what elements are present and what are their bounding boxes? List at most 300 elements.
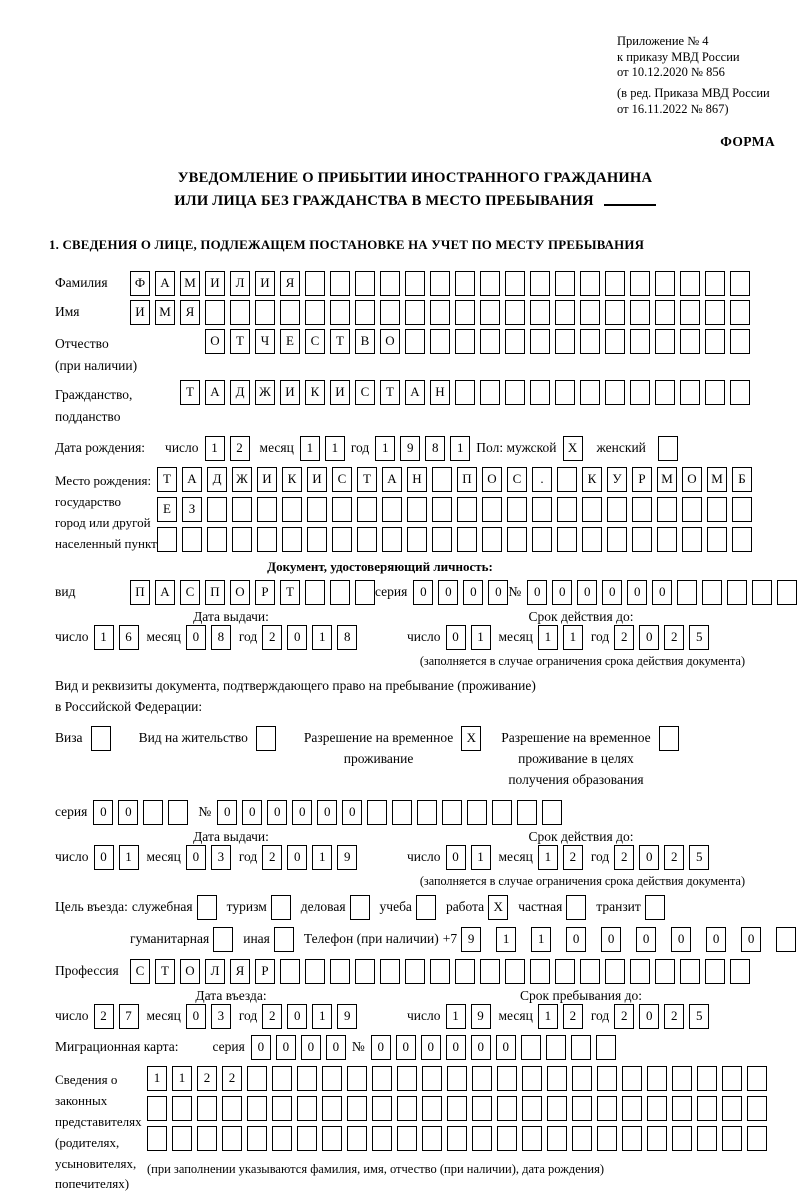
char-cell: 0 (413, 580, 433, 605)
char-cell: 0 (446, 625, 466, 650)
char-cell: 0 (652, 580, 672, 605)
char-cell (730, 959, 750, 984)
char-cell: 2 (664, 1004, 684, 1029)
char-cell (157, 527, 177, 552)
citizenship-label-line1: Гражданство, (55, 387, 133, 403)
char-cell (357, 497, 377, 522)
char-cell: Т (330, 329, 350, 354)
month-label: месяц (146, 849, 181, 865)
char-cell (307, 527, 327, 552)
char-cell (257, 497, 277, 522)
char-cell (397, 1066, 417, 1091)
temporary-residence-education-label (501, 726, 650, 791)
char-cell: 2 (230, 436, 250, 461)
char-cell (372, 1126, 392, 1151)
day-label: число (407, 628, 441, 644)
char-cell: 2 (664, 625, 684, 650)
char-cell: Ч (255, 329, 275, 354)
char-cell (372, 1066, 392, 1091)
char-cell (680, 329, 700, 354)
entry-purpose-row (55, 895, 775, 920)
char-cell (372, 1096, 392, 1121)
birth-day-cells (205, 436, 250, 461)
representatives-label-line5: усыновителях, (55, 1155, 137, 1171)
char-cell (680, 300, 700, 325)
char-cell (557, 527, 577, 552)
char-cell: 0 (671, 927, 691, 952)
profession-row (55, 959, 775, 984)
char-cell (322, 1126, 342, 1151)
char-cell: 3 (211, 1004, 231, 1029)
residence-doc-line1: Вид и реквизиты документа, подтверждающего право на пребывание (проживание) (55, 677, 536, 693)
migration-series-cells (251, 1035, 346, 1060)
char-cell (605, 329, 625, 354)
form-word: ФОРМА (720, 134, 775, 150)
char-cell: 1 (471, 845, 491, 870)
char-cell (305, 580, 325, 605)
char-cell (522, 1096, 542, 1121)
char-cell: 0 (602, 580, 622, 605)
char-cell (297, 1066, 317, 1091)
char-cell: И (280, 380, 300, 405)
char-cell (392, 800, 412, 825)
char-cell (530, 329, 550, 354)
char-cell: Ж (232, 467, 252, 492)
representatives-row2-cells (147, 1096, 767, 1121)
char-cell (407, 497, 427, 522)
char-cell: С (130, 959, 150, 984)
char-cell (722, 1066, 742, 1091)
char-cell: 2 (664, 845, 684, 870)
char-cell (647, 1096, 667, 1121)
char-cell: Н (430, 380, 450, 405)
char-cell: 1 (563, 625, 583, 650)
issue-day-cells (94, 845, 139, 870)
char-cell: 2 (222, 1066, 242, 1091)
char-cell (172, 1096, 192, 1121)
issue-year-cells (262, 845, 357, 870)
char-cell (482, 527, 502, 552)
entry-purpose-label: Цель въезда: (55, 899, 128, 915)
month-label: месяц (498, 849, 533, 865)
char-cell: 0 (342, 800, 362, 825)
valid-day-cells (446, 625, 491, 650)
number-label: № (351, 1039, 365, 1055)
char-cell (597, 1126, 617, 1151)
valid-day-cells (446, 845, 491, 870)
char-cell (367, 800, 387, 825)
char-cell (521, 1035, 541, 1060)
identity-doc-heading: Документ, удостоверяющий личность: (267, 558, 493, 574)
char-cell (168, 800, 188, 825)
sex-female-label: женский (596, 440, 646, 456)
char-cell (555, 380, 575, 405)
char-cell (596, 1035, 616, 1060)
order-reference (617, 34, 775, 117)
char-cell (580, 300, 600, 325)
char-cell: 0 (577, 580, 597, 605)
char-cell: 1 (375, 436, 395, 461)
char-cell: К (282, 467, 302, 492)
char-cell (355, 959, 375, 984)
char-cell: С (180, 580, 200, 605)
representatives-label-line2: законных (55, 1093, 108, 1109)
phone-label: Телефон (при наличии) (303, 931, 439, 947)
purpose-private-label: частная (518, 899, 563, 915)
char-cell (705, 380, 725, 405)
char-cell (605, 959, 625, 984)
purpose-commercial-label: деловая (300, 899, 346, 915)
char-cell: С (507, 467, 527, 492)
residence-doc-text (55, 675, 775, 718)
char-cell (232, 497, 252, 522)
education-label-line2: проживание в целях (518, 750, 634, 766)
temporary-residence-label (304, 726, 453, 770)
char-cell: . (532, 467, 552, 492)
char-cell: М (707, 467, 727, 492)
char-cell: 0 (276, 1035, 296, 1060)
char-cell: 0 (287, 1004, 307, 1029)
char-cell: 0 (287, 625, 307, 650)
char-cell (682, 497, 702, 522)
char-cell: 1 (300, 436, 320, 461)
purpose-business-label: служебная (131, 899, 193, 915)
char-cell (330, 271, 350, 296)
char-cell: Е (157, 497, 177, 522)
valid-year-cells (614, 845, 709, 870)
residence-doc-options (55, 726, 775, 791)
char-cell (497, 1096, 517, 1121)
char-cell: 0 (566, 927, 586, 952)
char-cell (697, 1096, 717, 1121)
char-cell: 1 (312, 845, 332, 870)
char-cell: 0 (186, 1004, 206, 1029)
char-cell (705, 271, 725, 296)
char-cell: 0 (93, 800, 113, 825)
char-cell: 0 (438, 580, 458, 605)
char-cell: М (155, 300, 175, 325)
residence-permit-checkbox (256, 726, 276, 751)
until-day-cells (446, 1004, 491, 1029)
birthplace-label-line2: государство (55, 494, 121, 510)
char-cell: 0 (251, 1035, 271, 1060)
char-cell (422, 1066, 442, 1091)
entry-dates-row (55, 1004, 775, 1029)
char-cell: 2 (262, 625, 282, 650)
char-cell (222, 1096, 242, 1121)
char-cell: 9 (461, 927, 481, 952)
char-cell: З (182, 497, 202, 522)
char-cell (442, 800, 462, 825)
note-line: Приложение № 4 (617, 34, 709, 48)
purpose-commercial-checkbox (350, 895, 370, 920)
char-cell (297, 1126, 317, 1151)
phone-cells (461, 927, 800, 952)
char-cell: 0 (94, 845, 114, 870)
char-cell (480, 271, 500, 296)
char-cell: 2 (614, 845, 634, 870)
char-cell (580, 329, 600, 354)
valid-month-cells (538, 845, 583, 870)
char-cell (272, 1066, 292, 1091)
char-cell: Е (280, 329, 300, 354)
char-cell: 0 (118, 800, 138, 825)
char-cell (247, 1096, 267, 1121)
char-cell: 5 (689, 1004, 709, 1029)
form-title (55, 167, 775, 214)
until-month-cells (538, 1004, 583, 1029)
char-cell (305, 271, 325, 296)
char-cell (380, 300, 400, 325)
char-cell (547, 1126, 567, 1151)
char-cell (247, 1066, 267, 1091)
birthplace-label-line1: Место рождения: (55, 473, 152, 489)
char-cell (455, 329, 475, 354)
char-cell (455, 959, 475, 984)
entry-day-cells (94, 1004, 139, 1029)
char-cell: Р (255, 959, 275, 984)
char-cell: И (307, 467, 327, 492)
char-cell (647, 1126, 667, 1151)
char-cell (455, 300, 475, 325)
month-label: месяц (146, 1008, 181, 1024)
month-label: месяц (498, 1008, 533, 1024)
char-cell (597, 1066, 617, 1091)
char-cell: 0 (396, 1035, 416, 1060)
residence-dates-row (55, 845, 775, 870)
char-cell (632, 527, 652, 552)
residence-issue-date (55, 845, 407, 870)
char-cell: 0 (287, 845, 307, 870)
char-cell (505, 959, 525, 984)
representatives-label-line1: Сведения о (55, 1072, 118, 1088)
representatives-row3-cells (147, 1126, 767, 1151)
char-cell: М (657, 467, 677, 492)
representatives-label-line6: попечителях) (55, 1176, 130, 1192)
year-label: год (238, 849, 258, 865)
issue-month-cells (186, 845, 231, 870)
note-line: (в ред. Приказа МВД России (617, 85, 770, 100)
char-cell: П (130, 580, 150, 605)
char-cell: Ж (255, 380, 275, 405)
citizenship-row (55, 380, 775, 427)
char-cell: И (205, 271, 225, 296)
char-cell: 1 (325, 436, 345, 461)
profession-cells (130, 959, 750, 984)
char-cell (680, 271, 700, 296)
char-cell (432, 467, 452, 492)
char-cell: Т (380, 380, 400, 405)
char-cell (407, 527, 427, 552)
option-visa (55, 726, 111, 791)
char-cell: 0 (601, 927, 621, 952)
temporary-residence-education-checkbox (659, 726, 679, 751)
char-cell (207, 497, 227, 522)
birthplace-block (55, 467, 775, 554)
char-cell: Т (357, 467, 377, 492)
char-cell (505, 300, 525, 325)
series-label: серия (212, 1039, 245, 1055)
residence-validity-note: (заполняется в случае ограничения срока действия документа) (419, 874, 745, 889)
char-cell (282, 497, 302, 522)
representatives-label-line4: (родителях, (55, 1134, 120, 1150)
char-cell: 2 (563, 1004, 583, 1029)
char-cell (572, 1096, 592, 1121)
purpose-tourism-label: туризм (226, 899, 267, 915)
issue-month-cells (186, 625, 231, 650)
patronymic-cells (205, 329, 750, 354)
char-cell (657, 527, 677, 552)
char-cell: Я (280, 271, 300, 296)
form-title-line1: УВЕДОМЛЕНИЕ О ПРИБЫТИИ ИНОСТРАННОГО ГРАЖДАНИНА (177, 170, 653, 187)
char-cell: 0 (496, 1035, 516, 1060)
char-cell (422, 1096, 442, 1121)
char-cell (655, 959, 675, 984)
char-cell (680, 380, 700, 405)
sex-male-checkbox: X (563, 436, 583, 461)
char-cell: 0 (627, 580, 647, 605)
char-cell (630, 329, 650, 354)
surname-label: Фамилия (55, 274, 108, 290)
char-cell: Д (230, 380, 250, 405)
identity-valid-date (407, 625, 717, 650)
char-cell (707, 497, 727, 522)
char-cell (143, 800, 163, 825)
char-cell: 1 (312, 1004, 332, 1029)
phone-prefix: +7 (442, 931, 458, 947)
char-cell (507, 497, 527, 522)
char-cell: Т (155, 959, 175, 984)
patronymic-label-line1: Отчество (55, 335, 109, 351)
char-cell (272, 1126, 292, 1151)
char-cell (747, 1126, 767, 1151)
char-cell (622, 1096, 642, 1121)
char-cell: 0 (421, 1035, 441, 1060)
char-cell (405, 959, 425, 984)
visa-label: Виза (55, 729, 83, 745)
char-cell: Т (230, 329, 250, 354)
char-cell (622, 1066, 642, 1091)
doc-series-cells (413, 580, 508, 605)
form-title-line2: ИЛИ ЛИЦА БЕЗ ГРАЖДАНСТВА В МЕСТО ПРЕБЫВАНИЯ (55, 190, 775, 213)
char-cell: Р (632, 467, 652, 492)
char-cell: 8 (425, 436, 445, 461)
char-cell: 1 (172, 1066, 192, 1091)
char-cell: 9 (337, 1004, 357, 1029)
birthplace-label-line3: город или другой (55, 514, 151, 530)
char-cell: 0 (636, 927, 656, 952)
birthplace-row2-cells (157, 497, 752, 522)
firstname-label: Имя (55, 303, 80, 319)
char-cell (555, 959, 575, 984)
entry-date-title: Дата въезда: (195, 988, 267, 1004)
char-cell: 0 (446, 845, 466, 870)
birthplace-row1-cells (157, 467, 752, 492)
char-cell: Т (157, 467, 177, 492)
char-cell (480, 300, 500, 325)
patronymic-label (55, 329, 205, 376)
birthdate-label: Дата рождения: (55, 440, 146, 456)
char-cell (182, 527, 202, 552)
char-cell (332, 497, 352, 522)
char-cell: О (682, 467, 702, 492)
char-cell (697, 1066, 717, 1091)
char-cell (605, 271, 625, 296)
char-cell (747, 1096, 767, 1121)
char-cell: 0 (471, 1035, 491, 1060)
char-cell: 2 (197, 1066, 217, 1091)
char-cell (172, 1126, 192, 1151)
char-cell (605, 380, 625, 405)
purpose-transit-checkbox (645, 895, 665, 920)
char-cell: 7 (119, 1004, 139, 1029)
char-cell (147, 1126, 167, 1151)
char-cell: И (130, 300, 150, 325)
char-cell: А (182, 467, 202, 492)
doc-type-label: вид (55, 583, 76, 599)
residence-date-titles (55, 829, 775, 845)
birthplace-label (55, 467, 157, 554)
option-temporary-residence (304, 726, 481, 791)
month-label: месяц (259, 440, 294, 456)
char-cell: Ф (130, 271, 150, 296)
char-cell (305, 959, 325, 984)
char-cell (492, 800, 512, 825)
char-cell: О (230, 580, 250, 605)
char-cell (505, 271, 525, 296)
char-cell (257, 527, 277, 552)
char-cell (405, 271, 425, 296)
purpose-other-label: иная (243, 931, 270, 947)
char-cell (430, 959, 450, 984)
char-cell (355, 300, 375, 325)
char-cell (472, 1126, 492, 1151)
char-cell (355, 580, 375, 605)
char-cell (422, 1126, 442, 1151)
day-label: число (407, 849, 441, 865)
purpose-work-checkbox: X (488, 895, 508, 920)
char-cell (655, 271, 675, 296)
char-cell (777, 580, 797, 605)
number-label: № (198, 804, 212, 820)
char-cell (647, 1066, 667, 1091)
char-cell (705, 300, 725, 325)
residence-doc-series-row (55, 800, 775, 825)
birthplace-rows (157, 467, 752, 552)
char-cell (307, 497, 327, 522)
char-cell: С (332, 467, 352, 492)
char-cell (555, 300, 575, 325)
char-cell (546, 1035, 566, 1060)
year-label: год (238, 1008, 258, 1024)
year-label: год (590, 628, 610, 644)
migration-number-cells (371, 1035, 616, 1060)
char-cell (480, 380, 500, 405)
char-cell: 5 (689, 845, 709, 870)
char-cell: 1 (538, 625, 558, 650)
doc-number-cells (527, 580, 797, 605)
migration-card-row (55, 1035, 775, 1060)
char-cell (497, 1066, 517, 1091)
char-cell (347, 1096, 367, 1121)
month-label: месяц (146, 628, 181, 644)
char-cell (702, 580, 722, 605)
series-label: серия (55, 804, 88, 820)
education-label-line3: получения образования (508, 771, 644, 787)
char-cell: 0 (186, 845, 206, 870)
char-cell: К (582, 467, 602, 492)
char-cell (430, 271, 450, 296)
